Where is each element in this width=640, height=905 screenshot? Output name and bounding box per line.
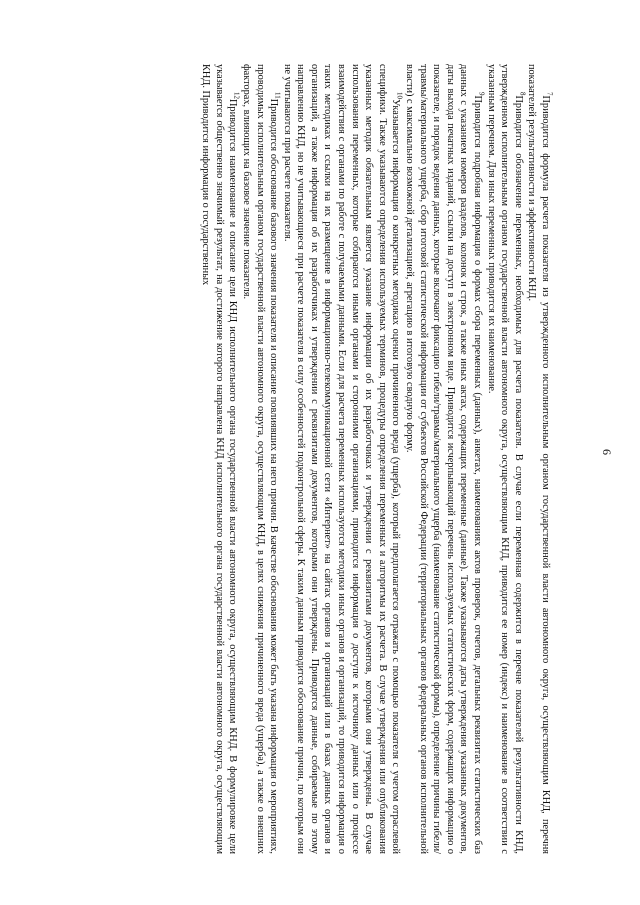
footnote-12: [199, 64, 240, 854]
footnotes-list: [199, 64, 552, 854]
footnote-11: [239, 64, 280, 854]
footnote-text: Приводится обозначение переменных, необходимых для расчета показателя. В случае если переменная содержится в перечне показателей результативности КНД, утвержденном исполнительным органом государственной власти автономного округа, осуществляющим КНД, приводится ее номер (индекс) и наименование в соответствии с указанным перечнем. Для иных переменных приводится их наименование.: [485, 64, 524, 854]
footnote-text: Приводится подробная информация о формах сбора переменных (данных), анкетах, наименованиях актов проверок, отчетов, детальных реквизитах статистических баз данных с указанием номеров разделов, колонок и строк, а также иных актах, содержащих переменные (данные). Также указываются даты утверждения указанных документов, даты выхода печатных изданий, ссылки на доступ в электронном виде. Приводится исчерпывающий перечень используемых статистических форм, содержащих информацию о показателе, и порядок ведения данных, которые включают фиксацию гибели/травмы/материального ущерба (наименование статистической формы), определение причины гибели/травмы/материального ущерба, сбор итоговой статистической информации от субъектов Российской Федерации (территориальных органов федеральных органов исполнительной власти) с максимально возможной детализацией, агрегацию в итоговую сводную форму.: [404, 64, 484, 854]
footnote-mark: 8: [518, 92, 527, 96]
footnote-text: Указывается информация о конкретных методиках оценки причиненного вреда (ущерба), который предполагается отражать с помощью показателя с учетом отраслевой специфики. Также указываются определения используемых терминов, процедуры определения переменных и алгоритмы их расчета. В случае утверждения или опубликования указанных методик обязательным является указание информации об их разработчиках и утверждении с реквизитами документов, которыми они утверждены. В случае использования переменных, которые собираются иными органами и сторонними организациями, приводится информация о доступе к источнику данных или о процессе взаимодействия с органами по работе с получаемыми данными. Если для расчета переменных используются методики иных органов и организаций, то приводится информация о таких методиках и ссылки на их размещение в информационно-телекоммуникационной сети «Интернет» на сайтах органов и организаций или в базах данных органов и организаций, а также информация об их разработчиках и утверждении с реквизитами документов, которыми они утверждены. Приводятся данные, собираемые по этому направлению КНД, но не учитывающиеся при расчете показателя в силу особенностей подконтрольной сферы. К таким данным приводится обоснование причин, по которым они не учитываются при расчете показателя.: [281, 64, 402, 854]
footnote-7: [525, 64, 552, 854]
footnote-mark: 11: [273, 92, 282, 99]
rotated-sheet: [18, 22, 622, 882]
footnote-mark: 12: [232, 92, 241, 99]
page-number: 6: [600, 449, 614, 455]
footnote-text: Приводится наименование и описание цели КНД исполнительного органа государственной власти автономного округа, осуществляющим КНД. В формулировке цели указывается общественно значимый результат, на достижение которого направлена КНД исполнительного органа государственной власти автономного округа, осуществляющим КНД. Приводится информация о государственных: [200, 64, 239, 854]
footnote-10: [280, 64, 402, 854]
footnote-mark: 10: [395, 92, 404, 99]
footnote-mark: 7: [545, 92, 554, 96]
footnote-text: Приводится обоснование базового значения показателя и описание повлиявших на него причин. В качестве обоснования может быть указана информация о мероприятиях, проводимых исполнительным органом государственной власти автономного округа, осуществляющим КНД, в целях снижения причиненного вреда (ущерба), а также о внешних факторах, влияющих на базовое значение показателя.: [240, 64, 280, 854]
footnote-text: Приводится формула расчета показателя из утвержденного исполнительным органом государственной власти автономного округа, осуществляющим КНД, перечня показателей результативности и эффективности КНД.: [526, 64, 551, 854]
footnote-9: [402, 64, 484, 854]
footnote-mark: 9: [477, 92, 486, 96]
footnote-8: [484, 64, 525, 854]
